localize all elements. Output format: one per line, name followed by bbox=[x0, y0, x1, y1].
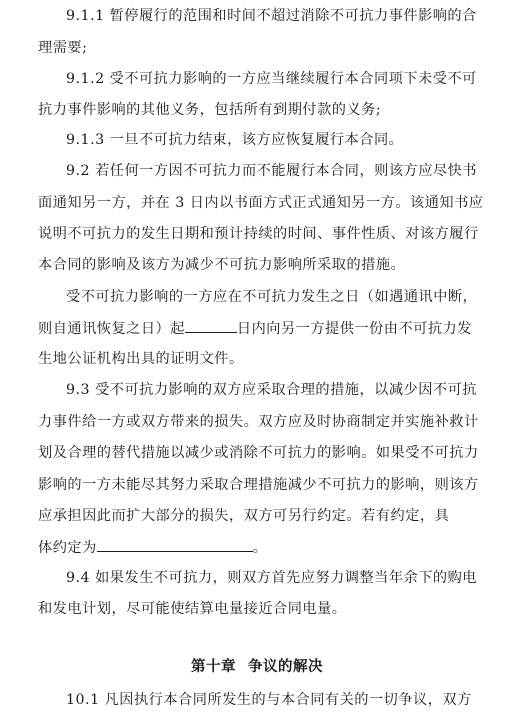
clause-9-3-line-2: 力事件给一方或双方带来的损失。双方应及时协商制定并实施补救计 bbox=[38, 414, 479, 430]
agreement-blank-field bbox=[97, 537, 253, 552]
clause-9-1-1-line-2: 理需要; bbox=[38, 40, 88, 56]
clause-9-2b-line-3: 生地公证机构出具的证明文件。 bbox=[38, 351, 244, 367]
clause-9-3-line-5: 应承担因此而扩大部分的损失，双方可另行约定。若有约定，具 bbox=[38, 508, 450, 524]
clause-9-2b-line-2-post: 日内向另一方提供一份由不可抗力发 bbox=[236, 321, 472, 337]
clause-9-3-line-6-pre: 体约定为 bbox=[38, 540, 97, 556]
clause-9-2b-line-2 bbox=[38, 318, 472, 338]
clause-9-1-1-line-1: 9.1.1 暂停履行的范围和时间不超过消除不可抗力事件影响的合 bbox=[66, 8, 477, 24]
days-blank-field bbox=[185, 318, 237, 333]
chapter-title: 争议的解决 bbox=[248, 658, 323, 675]
clause-9-1-2-line-2: 抗力事件影响的其他义务，包括所有到期付款的义务; bbox=[38, 102, 382, 118]
clause-10-1-line-1: 10.1 凡因执行本合同所发生的与本合同有关的一切争议，双方 bbox=[66, 692, 472, 708]
clause-9-3-line-6 bbox=[38, 537, 267, 557]
clause-9-4-line-1: 9.4 如果发生不可抗力，则双方首先应努力调整当年余下的购电 bbox=[66, 570, 477, 586]
clause-9-3-line-3: 划及合理的替代措施以减少或消除不可抗力的影响。如果受不可抗力 bbox=[38, 445, 479, 461]
clause-9-4-line-2: 和发电计划，尽可能使结算电量接近合同电量。 bbox=[38, 601, 347, 617]
clause-9-2-line-4: 本合同的影响及该方为减少不可抗力影响所采取的措施。 bbox=[38, 257, 406, 273]
clause-9-3-line-1: 9.3 受不可抗力影响的双方应采取合理的措施，以减少因不可抗 bbox=[66, 382, 477, 398]
chapter-number: 第十章 bbox=[191, 658, 236, 675]
clause-9-2-line-1: 9.2 若任何一方因不可抗力而不能履行本合同，则该方应尽快书 bbox=[66, 163, 477, 179]
clause-9-3-line-6-post: 。 bbox=[252, 540, 268, 556]
clause-9-2-line-2: 面通知另一方，并在 3 日内以书面方式正式通知另一方。该通知书应 bbox=[38, 195, 484, 211]
clause-9-2-line-3: 说明不可抗力的发生日期和预计持续的时间、事件性质、对该方履行 bbox=[38, 226, 479, 242]
clause-9-2b-line-2-pre: 则自通讯恢复之日）起 bbox=[38, 321, 185, 337]
clause-9-1-2-line-1: 9.1.2 受不可抗力影响的一方应当继续履行本合同项下未受不可 bbox=[66, 71, 477, 87]
chapter-heading bbox=[0, 656, 514, 678]
clause-9-3-line-4: 影响的一方未能尽其努力采取合理措施减少不可抗力的影响，则该方 bbox=[38, 477, 479, 493]
clause-9-1-3-line-1: 9.1.3 一旦不可抗力结束，该方应恢复履行本合同。 bbox=[66, 132, 404, 148]
clause-9-2b-line-1: 受不可抗力影响的一方应在不可抗力发生之日（如遇通讯中断， bbox=[66, 289, 478, 305]
